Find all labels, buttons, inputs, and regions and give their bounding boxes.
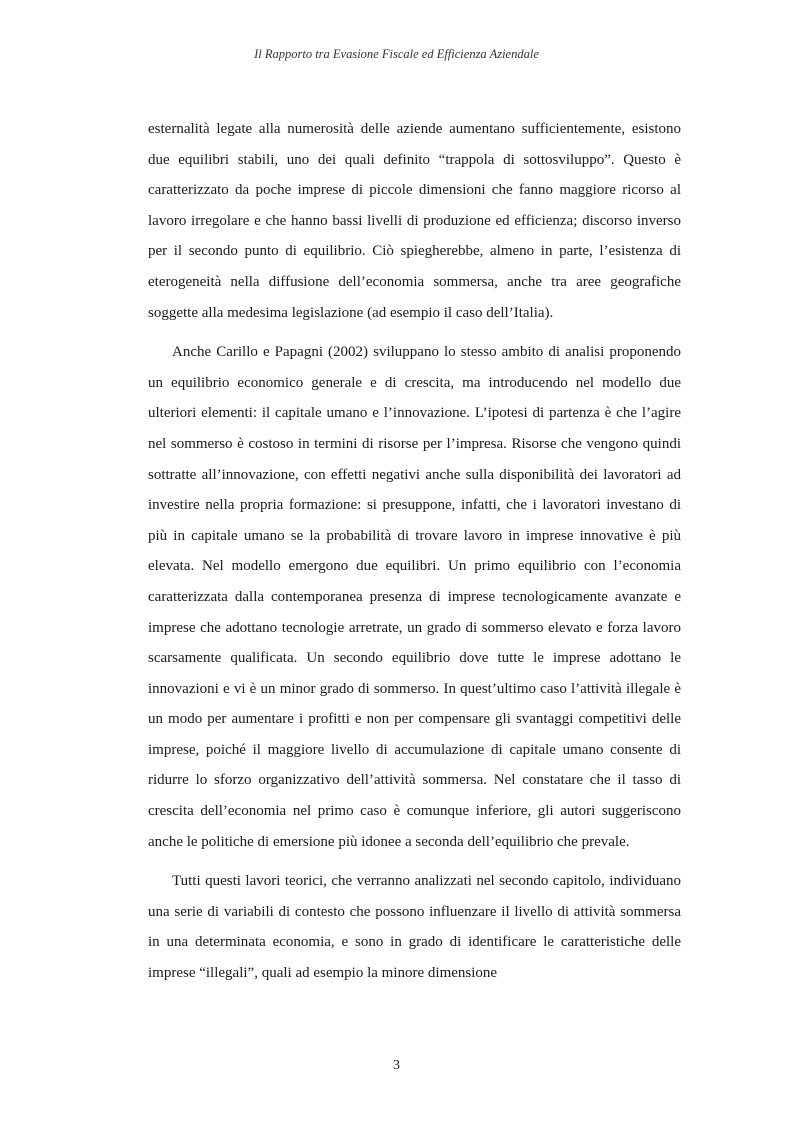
running-header: Il Rapporto tra Evasione Fiscale ed Efficienza Aziendale <box>254 47 539 61</box>
page-number: 3 <box>393 1058 400 1073</box>
body-text <box>148 114 681 998</box>
paragraph-theoretical-works: Tutti questi lavori teorici, che verranno analizzati nel secondo capitolo, individuano una serie di variabili di contesto che possono influenzare il livello di attività sommersa in una determinata economia, e sono in grado di identificare le caratteristiche delle imprese “illegali”, quali ad esempio la minore dimensione <box>148 873 681 982</box>
paragraph-continuation: esternalità legate alla numerosità delle aziende aumentano sufficientemente, esistono due equilibri stabili, uno dei quali definito “trappola di sottosviluppo”. Questo è caratterizzato da poche imprese di piccole dimensioni che fanno maggiore ricorso al lavoro irregolare e che hanno bassi livelli di produzione ed efficienza; discorso inverso per il secondo punto di equilibrio. Ciò spiegherebbe, almeno in parte, l’esistenza di eterogeneità nella diffusione dell’economia sommersa, anche tra aree geografiche soggette alla medesima legislazione (ad esempio il caso dell’Italia). <box>148 121 681 321</box>
paragraph-carillo-papagni: Anche Carillo e Papagni (2002) sviluppano lo stesso ambito di analisi proponendo un equilibrio economico generale e di crescita, ma introducendo nel modello due ulteriori elementi: il capitale umano e l’innovazione. L’ipotesi di partenza è che l’agire nel sommerso è costoso in termini di risorse per l’impresa. Risorse che vengono quindi sottratte all’innovazione, con effetti negativi anche sulla disponibilità dei lavoratori ad investire nella propria formazione: si presuppone, infatti, che i lavoratori investano di più in capitale umano se la probabilità di trovare lavoro in imprese innovative è più elevata. Nel modello emergono due equilibri. Un primo equilibrio con l’economia caratterizzata dalla contemporanea presenza di imprese tecnologicamente avanzate e imprese che adottano tecnologie arretrate, un grado di sommerso elevato e forza lavoro scarsamente qualificata. Un secondo equilibrio dove tutte le imprese adottano le innovazioni e vi è un minor grado di sommerso. In quest’ultimo caso l’attività illegale è un modo per aumentare i profitti e non per compensare gli svantaggi competitivi delle imprese, poiché il maggiore livello di accumulazione di capitale umano consente di ridurre lo sforzo organizzativo dell’attività sommersa. Nel constatare che il tasso di crescita dell’economia nel primo caso è comunque inferiore, gli autori suggeriscono anche le politiche di emersione più idonee a seconda dell’equilibrio che prevale. <box>148 344 681 850</box>
